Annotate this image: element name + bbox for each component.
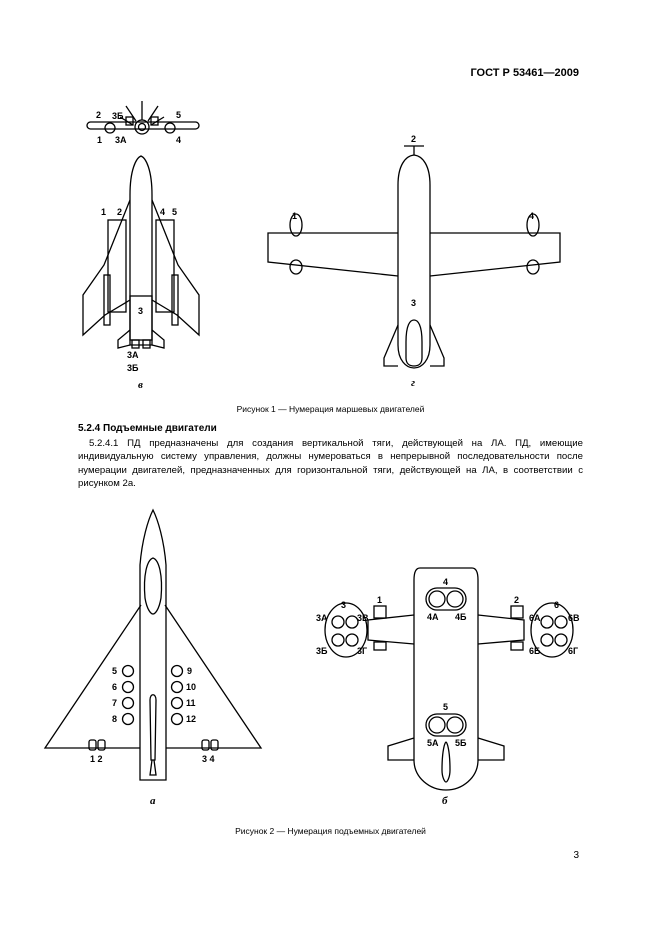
section-title: 5.2.4 Подъемные двигатели xyxy=(78,423,217,434)
fig2-b-label-3a: 3А xyxy=(316,613,328,623)
fig2-a-label-3-4: 3 4 xyxy=(202,754,215,764)
fig2-a-label-10: 10 xyxy=(186,682,197,692)
fig2-b-label-5: 5 xyxy=(443,702,449,712)
fig1-v-label-3: 3 xyxy=(138,306,144,316)
fig1-v-label-4: 4 xyxy=(160,207,166,217)
fig2-b-label-3g: 3Г xyxy=(357,646,368,656)
fig2-a-subtitle: а xyxy=(150,795,156,807)
fig1-g-label-2: 2 xyxy=(411,134,417,144)
fig2-a-label-8: 8 xyxy=(112,714,118,724)
fig1-top-label-3b: 3Б xyxy=(112,111,124,121)
fig1-g-label-3: 3 xyxy=(411,298,417,308)
fig2-b-label-6a: 6А xyxy=(529,613,541,623)
fig1-top-label-1: 1 xyxy=(97,135,103,145)
fig2-b-label-3v: 3В xyxy=(357,613,369,623)
fig2-a-label-9: 9 xyxy=(187,666,193,676)
fig1-view-g-aircraft xyxy=(268,146,560,368)
fig2-a-label-11: 11 xyxy=(186,698,196,708)
fig2-b-subtitle: б xyxy=(442,795,448,807)
fig1-top-label-2: 2 xyxy=(96,110,102,120)
fig2-b-label-1: 1 xyxy=(377,595,383,605)
fig1-g-label-1: 1 xyxy=(292,211,298,221)
fig2-b-label-4a: 4А xyxy=(427,612,439,622)
fig2-a-label-5: 5 xyxy=(112,666,118,676)
fig1-top-label-5: 5 xyxy=(176,110,182,120)
fig2-a-label-12: 12 xyxy=(186,714,197,724)
fig2-b-label-5b: 5Б xyxy=(455,738,467,748)
fig2-view-b-aircraft xyxy=(325,568,573,790)
section-paragraph xyxy=(78,437,583,491)
fig1-g-label-4: 4 xyxy=(529,211,535,221)
fig2-a-label-6: 6 xyxy=(112,682,118,692)
fig2-b-label-4: 4 xyxy=(443,577,449,587)
fig2-b-label-6: 6 xyxy=(554,600,560,610)
document-code: ГОСТ Р 53461—2009 xyxy=(470,67,579,79)
fig2-a-label-7: 7 xyxy=(112,698,118,708)
fig2-b-label-6v: 6В xyxy=(568,613,580,623)
fig2-b-label-4b: 4Б xyxy=(455,612,467,622)
fig2-a-label-1-2: 1 2 xyxy=(90,754,103,764)
figure2-caption: Рисунок 2 — Нумерация подъемных двигателей xyxy=(235,826,426,836)
fig2-b-label-6g: 6Г xyxy=(568,646,579,656)
fig2-b-label-5a: 5А xyxy=(427,738,439,748)
fig2-b-label-3b: 3Б xyxy=(316,646,328,656)
fig1-v-label-5: 5 xyxy=(172,207,178,217)
fig1-v-label-2: 2 xyxy=(117,207,123,217)
fig1-front-view xyxy=(87,101,199,134)
fig2-b-label-2: 2 xyxy=(514,595,520,605)
paragraph-text: 5.2.4.1 ПД предназначены для создания вертикальной тяги, действующей на ЛА. ПД, имеющие индивидуальную систему управления, должны нумероваться в непрерывной последовательности после нумерации двигателей, предназначенных для горизонтальной тяги, действующей на ЛА, в соответствии с рисунком 2а. xyxy=(78,438,583,490)
fig2-b-label-3: 3 xyxy=(341,600,347,610)
fig1-v-label-1: 1 xyxy=(101,207,107,217)
fig1-view-v-aircraft xyxy=(83,156,199,348)
page-number: 3 xyxy=(573,850,579,861)
fig2-view-a-aircraft xyxy=(45,510,261,780)
fig2-b-label-6b: 6Б xyxy=(529,646,541,656)
fig1-v-subtitle: в xyxy=(138,379,143,391)
figure1-caption: Рисунок 1 — Нумерация маршевых двигателей xyxy=(236,404,425,414)
fig1-top-label-3a: 3А xyxy=(115,135,127,145)
fig1-top-label-4: 4 xyxy=(176,135,182,145)
fig1-g-subtitle: г xyxy=(411,377,416,389)
fig1-v-label-3b: 3Б xyxy=(127,363,139,373)
fig1-v-label-3a: 3А xyxy=(127,350,139,360)
